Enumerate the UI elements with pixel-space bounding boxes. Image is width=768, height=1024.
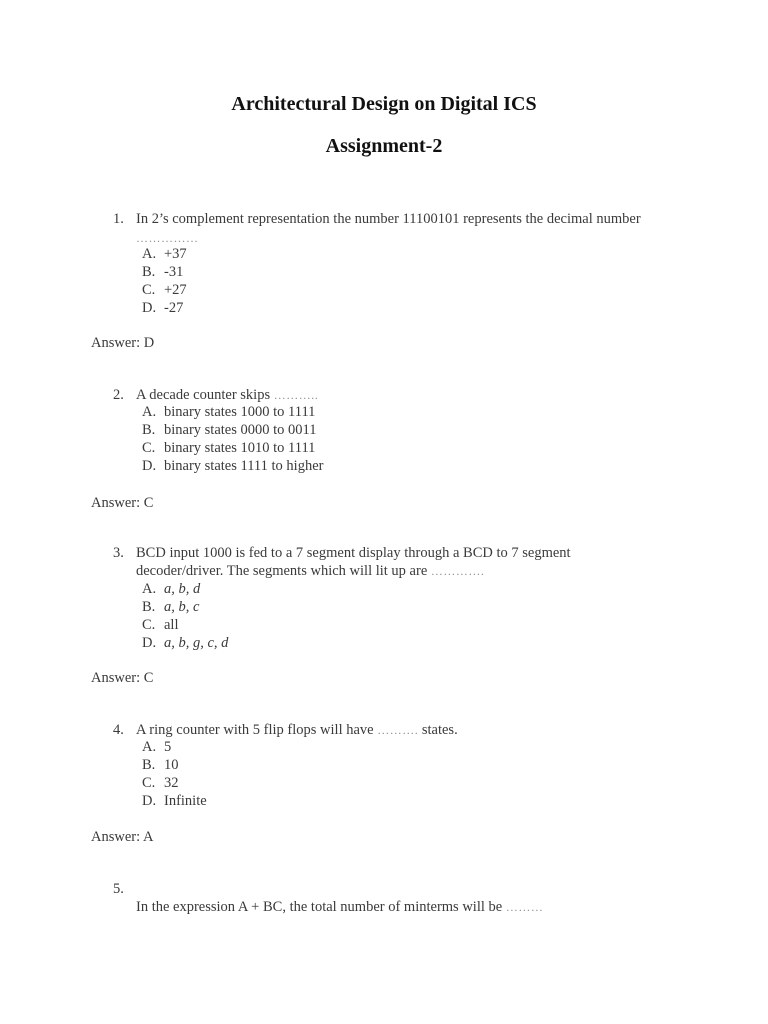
blank-dots: ……….. — [273, 388, 319, 402]
option-c: C. +27 — [142, 282, 187, 298]
option-d: D. a, b, g, c, d — [142, 635, 229, 651]
option-d: D. Infinite — [142, 793, 207, 809]
question-number: 5. — [113, 881, 124, 897]
option-a: A. binary states 1000 to 1111 — [142, 404, 316, 420]
answer-label: Answer: C — [91, 670, 154, 686]
blank-dots: ………. — [377, 723, 419, 737]
question-number: 1. — [113, 211, 124, 227]
option-d: D. binary states 1111 to higher — [142, 458, 324, 474]
blank-dots: …………… — [136, 231, 199, 245]
option-b: B. a, b, c — [142, 599, 200, 615]
question-number: 2. — [113, 387, 124, 403]
question-text: BCD input 1000 is fed to a 7 segment display through a BCD to 7 segment — [136, 545, 571, 561]
answer-label: Answer: C — [91, 495, 154, 511]
option-a: A. a, b, d — [142, 581, 201, 597]
option-b: B. 10 — [142, 757, 179, 773]
question-number: 3. — [113, 545, 124, 561]
blank-dots: …………. — [430, 564, 485, 578]
question-text: A ring counter with 5 flip flops will have ………. states. — [136, 722, 458, 738]
option-c: C. binary states 1010 to 1111 — [142, 440, 316, 456]
option-d: D. -27 — [142, 300, 184, 316]
option-a: A. 5 — [142, 739, 172, 755]
document-title: Architectural Design on Digital ICS — [231, 93, 537, 115]
option-b: B. -31 — [142, 264, 184, 280]
question-number: 4. — [113, 722, 124, 738]
answer-label: Answer: A — [91, 829, 154, 845]
blank-dots: ……… — [505, 900, 544, 914]
question-text: A decade counter skips ……….. — [136, 387, 319, 403]
question-text: In the expression A + BC, the total number of minterms will be ……… — [136, 899, 544, 915]
option-c: C. all — [142, 617, 179, 633]
option-a: A. +37 — [142, 246, 187, 262]
document-subtitle: Assignment-2 — [325, 135, 443, 157]
option-c: C. 32 — [142, 775, 179, 791]
answer-label: Answer: D — [91, 335, 155, 351]
question-text: In 2’s complement representation the number 11100101 represents the decimal number — [136, 211, 641, 227]
option-b: B. binary states 0000 to 0011 — [142, 422, 317, 438]
question-text-line2: decoder/driver. The segments which will lit up are …………. — [136, 563, 485, 579]
